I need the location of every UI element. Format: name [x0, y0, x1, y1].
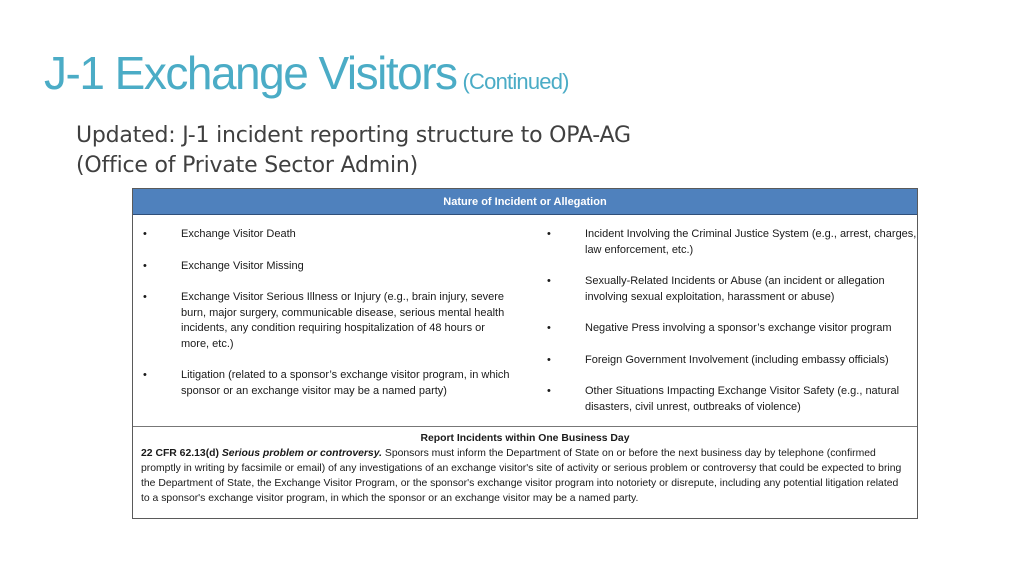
bullet-icon: • — [143, 259, 147, 272]
right-incident-list — [547, 227, 917, 431]
list-item — [547, 384, 917, 415]
slide-subtitle — [76, 121, 796, 181]
report-text: Sponsors must inform the Department of State on or before the next business day by telephone (confirmed promptly in writing by facsimile or email) of any investigations of an exchange visitor's site of activity or serious problem or controversy that could be expected to bring the Department of State, the Exchange Visitor Program, or the sponsor's exchange visitor program into notoriety or disrepute, including any potential litigation related to a sponsor's exchange visitor program, in which the sponsor or an exchange visitor may be a named party. — [141, 448, 902, 504]
list-item — [143, 290, 513, 352]
report-lead: Serious problem or controversy. — [221, 448, 382, 459]
bullet-icon: • — [547, 322, 551, 334]
slide-title — [44, 46, 569, 100]
list-item-text: Foreign Government Involvement (including embassy officials) — [585, 353, 889, 366]
bullet-icon: • — [547, 275, 551, 287]
list-item — [143, 368, 513, 399]
slide-title-main: J-1 Exchange Visitors — [44, 47, 457, 99]
report-heading: Report Incidents within One Business Day — [420, 433, 630, 444]
list-item-text: Exchange Visitor Serious Illness or Injury (e.g., brain injury, severe burn, major surgery, communicable disease, serious mental health incidents, any condition requiring hospitalization of 48 hours or more, etc.) — [181, 291, 505, 350]
slide-title-suffix: (Continued) — [462, 69, 569, 94]
list-item-text: Other Situations Impacting Exchange Visitor Safety (e.g., natural disasters, civil unrest, outbreaks of violence) — [585, 385, 900, 413]
list-item-text: Sexually-Related Incidents or Abuse (an incident or allegation involving sexual exploitation, harassment or abuse) — [585, 275, 885, 303]
incident-table — [132, 188, 918, 519]
bullet-icon: • — [143, 291, 147, 303]
list-item — [143, 259, 513, 275]
bullet-icon: • — [547, 385, 551, 397]
left-incident-list — [143, 227, 513, 415]
table-header: Nature of Incident or Allegation — [133, 189, 917, 215]
bullet-icon: • — [143, 228, 147, 240]
incident-columns — [133, 215, 917, 427]
report-citation: 22 CFR 62.13(d) — [141, 448, 219, 459]
list-item-text: Negative Press involving a sponsor’s exchange visitor program — [585, 322, 892, 334]
report-body — [141, 446, 909, 506]
list-item — [547, 353, 917, 369]
list-item — [547, 321, 917, 337]
bullet-icon: • — [547, 228, 551, 240]
list-item-text: Exchange Visitor Death — [181, 228, 296, 240]
list-item — [547, 274, 917, 305]
subtitle-line-1: Updated: J-1 incident reporting structure to OPA-AG — [76, 123, 631, 148]
bullet-icon: • — [143, 369, 147, 381]
list-item — [143, 227, 513, 243]
bullet-icon: • — [547, 353, 551, 366]
list-item — [547, 227, 917, 258]
list-item-text: Litigation (related to a sponsor’s exchange visitor program, in which sponsor or an exchange visitor may be a named party) — [181, 369, 510, 397]
list-item-text: Exchange Visitor Missing — [181, 259, 304, 272]
list-item-text: Incident Involving the Criminal Justice System (e.g., arrest, charges, law enforcement, etc.) — [585, 228, 917, 256]
report-section — [133, 427, 917, 506]
subtitle-line-2: (Office of Private Sector Admin) — [76, 153, 419, 178]
